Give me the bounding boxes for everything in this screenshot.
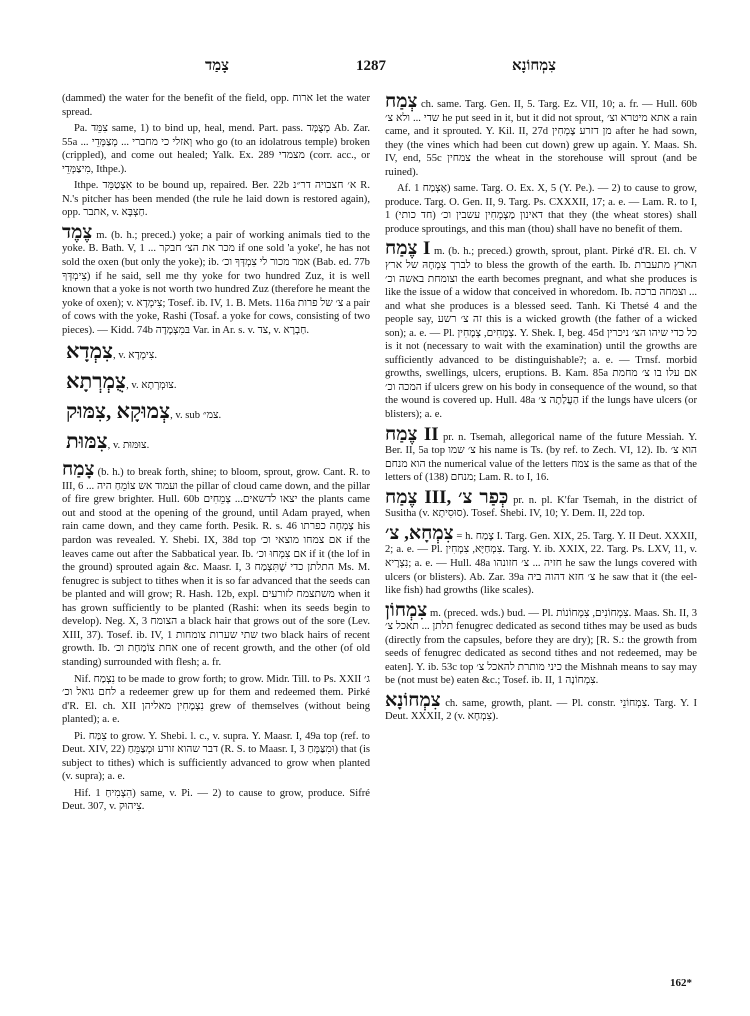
- dictionary-entry: [385, 425, 697, 485]
- dictionary-entry: [385, 691, 697, 724]
- entry-paragraph: Hif. הִצְמִיחַ 1) same, v. Pi. — 2) to cause to grow, produce. Sifré Deut. 307, v. צִיהוּק.: [62, 787, 371, 813]
- headword: צֶמַח II: [385, 423, 439, 445]
- entry-paragraph: Ithpe. אִצְטַמֵּד to be bound up, repaired. Ber. 22b א׳ חצבויה דר״נ R. N.'s pitcher has been mended (the rule he laid down is restored again), opp. אתבר, v. חַצְבָּא.: [62, 180, 370, 219]
- entry-text: (b. h.) to break forth, shine; to bloom, sprout, grow. Cant. R. to III, 6 ... ועמוד אש צוֹמֵחַ היה the pillar of cloud came down, and the pillar of fire grew brighter. Hull. 60b יצאו לדשאים... צְמֵחִים the plants came out and stood at the opening of the ground, until Adam prayed, when rain came down, and they came forth. Pesik. R. s. 46 צָמְחָה כפרתו his pardon was revealed. Y. Shebi. IX, 38d top אם צמחו מוצאי וכ׳ if the leaves came out after the Sabbatical year. Ib. אם צִמְחוּ וכ׳ if it (the lof in the ground) sprouted again &c. Maasr. I, 3 התלתן כדי שֶׁתִּצְמַח Ms. M. fenugrec is subject to tithes when it is so far advanced that the seeds can be planted and will grow; R. Hash. 12b, expl. משתצמח לזורעים when it has grown sufficiently to be planted (Rashi: when its seeds begin to develop). Neg. X, 3 הצומח a black hair that grows out of the sore (Lev. XIII, 37). Tosef. ib. IV, 1 שתי שערות צומחות two black hairs of recent growth. Ib. אחת צוֹמַחַת וכ׳ one of recent growth, and the other (of old standing) surrounded with flesh; a. fr.: [62, 467, 370, 668]
- headword: צִמּוּת: [66, 429, 108, 454]
- left-column: [62, 92, 370, 817]
- cross-reference: [66, 399, 370, 427]
- headword: צֶמֶד: [62, 221, 93, 243]
- header-right-word: צִמְחוֹנָא: [512, 58, 556, 74]
- entry-text: = h. צֶמַח I. Targ. Gen. XIX, 25. Targ. Y. II Deut. XXXII, 2; a. e. — Pl. צִמְחַיָּא, צִמְחִין. Targ. Y. ib. XXIX, 22. Targ. Ps. LXV, 11, v. נִצְרָיא; a. e. — Hull. 48a חזיה ... צ׳ חזונהו he saw the lungs covered with ulcers (or blisters). Ab. Zar. 39a צ׳ חזא דהוה ביה he saw that it (the eel-like fish) had growths (like scales).: [385, 530, 698, 597]
- signature-mark: 162*: [670, 977, 692, 989]
- entry-text: ch. same, growth, plant. — Pl. constr. צִמְחוֹנֵי. Targ. Y. I Deut. XXXII, 2 (v. צִמְחָא).: [385, 697, 697, 723]
- dictionary-entry: [385, 92, 697, 179]
- headword: צִמְחוֹן: [385, 599, 428, 621]
- entry-text: pr. n. pl. K'far Tsemah, in the district of Susitha (v. סוּסִיתָא). Tosef. Shebi. IV, 10; Y. Dem. II, 22d top.: [385, 494, 697, 520]
- entry-text: m. (preced. wds.) bud. — Pl. צִמְחוֹנִים, צִמְחוֹנוֹת. Maas. Sh. II, 3 תלתן ... תאכל צ׳ fenugrec dedicated as second tithes may be used as buds (directly from the capsules, before they are dry); [R. S.: the growth from seeds of fenugrec dedicated as second tithes and not redeemed, may be eaten]. Y. ib. 53c top כיני מותרת להאכל צ׳ the Mishnah means to say may be (not must be) eaten &c.; Tosef. ib. II, 1 צִמְחוֹנָה.: [385, 607, 698, 687]
- page-header: [0, 58, 750, 80]
- right-column: [385, 92, 697, 727]
- headword: צֶמַח I: [385, 238, 431, 260]
- entry-paragraph: (dammed) the water for the benefit of the field, opp. ארוח let the water spread.: [62, 93, 370, 118]
- headword: צֶמַח III, כְּפַר צ׳: [385, 486, 509, 508]
- entry-paragraph: Pi. צִמַּח to grow. Y. Shebi. l. c., v. supra. Y. Maasr. I, 49a top (ref. to Deut. XIV, 22) דבר שהוא זורע וּמְצַמֵּחַ (R. S. to Maasr. I, 3 וּמִצַּמְּחַ) that (is subject to tithes) which is sufficiently advanced to grow when planted (v. supra); a. e.: [62, 730, 371, 783]
- headword: צִמְדָא: [66, 339, 114, 364]
- headword: צִמְחוֹנָא: [385, 689, 441, 711]
- headword: צִמְחָא, צ׳: [385, 522, 454, 544]
- cross-reference: [66, 429, 370, 457]
- cross-reference: [66, 369, 370, 397]
- entry-paragraph: Nif. נִצְמַח to be made to grow forth; to grow. Midr. Till. to Ps. XXII ג׳ לחם גואל וכ׳ a redeemer grew up for them and redeemed them. Pirké d'R. El. ch. XII נִצְמָחִין מאליהן grew of themselves (without being planted); a. e.: [62, 673, 370, 726]
- headword: צָמַח: [62, 459, 95, 481]
- dictionary-entry: [385, 524, 697, 598]
- cross-reference-target: , v. צוּמְרְתָא.: [126, 380, 177, 392]
- cross-reference-target: , v. צוּמּוּת.: [107, 440, 150, 452]
- cross-reference-target: , v. sub צמ״.: [170, 410, 222, 422]
- dictionary-entry: [62, 223, 370, 337]
- entry-text: m. (b. h.; preced.) yoke; a pair of working animals tied to the yoke. B. Bath. V, 1 ... מכר את הצ׳ חבקר if one sold 'a yoke', he has not sold the oxen (but only the yoke); ib. אמר מכור לי צִמְדְּךָ וכ׳ (Bab. ed. 77b צִימְדְּךָ) if he said, sell me thy yoke for two hundred Zuz, it is well known that a yoke is not worth two hundred Zuz (therefore he meant the yoke of oxen); v. צִימְדָא; Tosef. ib. IV, 1. B. Mets. 116a צ׳ של פרות a pair of cows with the yoke, Rashi (Tosaf. a yoke for cows, consisting of two pieces). — Kidd. 74b בּמִצְמָדָה Var. in Ar. s. v. צד, v. חַבְרָא.: [62, 229, 370, 336]
- entry-text: ch. same. Targ. Gen. II, 5. Targ. Ez. VII, 10; a. fr. — Hull. 60b שדי ... ולא צ׳ he put seed in it, but it did not sprout, אתא מיטרא וצ׳ a rain came, and it sprouted. Y. Kil. II, 27d מן דזרע צָמְחִין after he had sown, they (the vines which had been cut down) grew up again. Y. Maas. Sh. IV, end, 55c צמחין the wheat in the storehouse will sprout (and be ruined).: [385, 99, 698, 178]
- headword: צְמַח: [385, 91, 418, 112]
- entry-paragraph: Af. אַצְמַח 1) same. Targ. O. Ex. X, 5 (Y. Pe.). — 2) to cause to grow, produce. Targ. O. Gen. II, 9. Targ. Ps. CXXXII, 17; a. e. — Lam. R. to I, 1 (חד כותי) דאינון מַצְמְחִין עשבין וכ׳ that they (the wheat stores) shall produce sproutings, and this man (thou) shall have no benefit of them.: [385, 183, 698, 235]
- page-number: 1287: [356, 58, 386, 74]
- headword: צְמוּקָא ,צִמּוּק: [66, 399, 171, 424]
- dictionary-entry: [385, 488, 697, 521]
- entry-paragraph: Pa. צִמֵּד same, 1) to bind up, heal, mend. Part. pass. מְצֻמָּד Ab. Zar. 55a ... וְאזלי כי מחברי ... מְצַמְּדֵי who go (to an idolatrous temple) broken (crippled), and come out healed; Yalk. Ex. 289 מצמדי (corr. acc., or מִיצַמְּדֵי, Ithpe.).: [62, 123, 371, 175]
- dictionary-entry: [62, 460, 370, 669]
- dictionary-entry: [385, 601, 697, 688]
- header-left-word: צָמַד: [205, 58, 229, 74]
- headword: צֻמְרְתָא: [66, 369, 127, 394]
- dictionary-entry: [385, 239, 697, 421]
- entry-text: m. (b. h.; preced.) growth, sprout, plant. Pirké d'R. El. ch. V לברך צִמְחָהּ של ארץ to bless the growth of the earth. Ib. הארץ מתעברת וצומחת באשה וכ׳ the earth becomes pregnant, and what she produces is like the issue of a widow that conceived in whoredom. Ib. וצמחה ברכה ... and what she produces is a blessed seed. Tanh. Ki Thetsé 4 and the people say, זה צ׳ רשע this is a wicked growth (the father of a wicked son); a. e. — Pl. צְמָחִים, צְמָחִין. Y. Shek. I, beg. 45d כל כדי שיהו הצ׳ ניכרין is it not (necessary to wait with the examination) until the growths are sufficiently advanced to be distinguishable?; a. e. — Trnsf. morbid growths, swellings, ulcers, eruptions. B. Kam. 85a אם עלו בו צ׳ מחמת המכה וכ׳ if ulcers grew on his body in consequence of the wound, so that the wound is covered up. Hull. 48a הַעֲלַתָה צ׳ if the lungs have ulcers (or blisters); a. e.: [385, 246, 698, 421]
- cross-reference: [66, 339, 370, 367]
- cross-reference-target: , v. צִימְדָא.: [113, 350, 157, 362]
- entry-text: pr. n. Tsemah, allegorical name of the future Messiah. Y. Ber. II, 5a top צ׳ שמו his name is Ts. (by ref. to Zech. VI, 12). Ib. הוא צ׳ הוא מנחם the numerical value of the letters צמח is the same as that of the letters of מנחם (138); Lam. R. to I, 16.: [385, 431, 698, 484]
